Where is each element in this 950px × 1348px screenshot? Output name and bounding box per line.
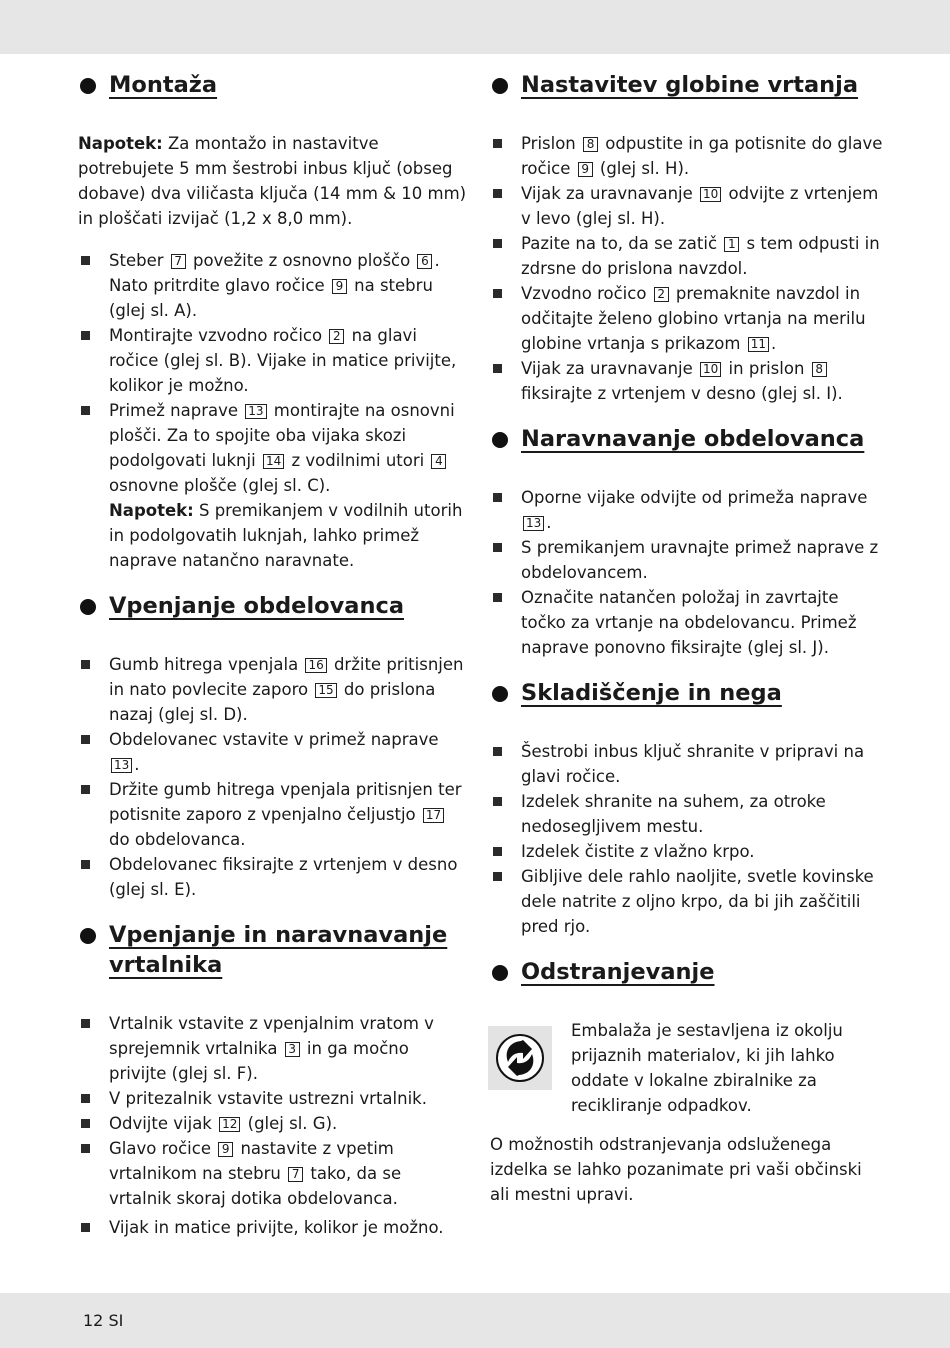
square-bullet-icon (493, 189, 502, 198)
section-title: Odstranjevanje (521, 959, 715, 985)
part-number: 17 (423, 808, 444, 823)
square-bullet-icon (81, 1119, 90, 1128)
square-bullet-icon (493, 747, 502, 756)
part-number: 8 (583, 137, 598, 152)
part-number: 15 (315, 683, 336, 698)
square-bullet-icon (493, 593, 502, 602)
instruction-list (490, 485, 885, 660)
section-odstranjevanje (490, 957, 885, 1207)
note-paragraph: Napotek: Za montažo in nastavitve potrebujete 5 mm šestrobi inbus ključ (obseg dobave) dva viličasta ključa (14 mm & 10 mm) in ploščati izvijač (1,2 x 8,0 mm). (78, 134, 467, 228)
note-label: Napotek: (109, 501, 194, 520)
part-number: 3 (285, 1042, 300, 1057)
instruction-list (78, 652, 468, 902)
list-item: Obdelovanec fiksirajte z vrtenjem v desno (glej sl. E). (78, 852, 468, 902)
part-number: 13 (245, 404, 266, 419)
bullet-dot-icon (492, 686, 508, 702)
part-number: 6 (417, 254, 432, 269)
bullet-dot-icon (492, 432, 508, 448)
part-number: 2 (329, 329, 344, 344)
note-label: Napotek: (78, 134, 163, 153)
square-bullet-icon (81, 406, 90, 415)
section-montaza (78, 70, 468, 573)
square-bullet-icon (81, 660, 90, 669)
part-number: 10 (700, 362, 721, 377)
part-number: 16 (305, 658, 326, 673)
part-number: 13 (523, 516, 544, 531)
square-bullet-icon (493, 239, 502, 248)
square-bullet-icon (81, 785, 90, 794)
part-number: 8 (812, 362, 827, 377)
list-item: Steber 7 povežite z osnovno ploščo 6 . Nato pritrdite glavo ročice 9 na stebru (glej sl. A). (78, 248, 468, 323)
square-bullet-icon (493, 847, 502, 856)
disposal-text: O možnostih odstranjevanja odsluženega izdelka se lahko pozanimate pri vaši občinski ali mestni upravi. (490, 1135, 862, 1204)
section-vpenjanje (78, 591, 468, 902)
list-item: Gumb hitrega vpenjala 16 držite pritisnjen in nato povlecite zaporo 15 do prislona nazaj (glej sl. D). (78, 652, 468, 727)
list-item: Odvijte vijak 12 (glej sl. G). (78, 1111, 468, 1136)
part-number: 13 (111, 758, 132, 773)
list-item: V pritezalnik vstavite ustrezni vrtalnik. (78, 1086, 468, 1111)
part-number: 7 (171, 254, 186, 269)
square-bullet-icon (493, 797, 502, 806)
square-bullet-icon (81, 1094, 90, 1103)
bullet-dot-icon (492, 78, 508, 94)
instruction-list (490, 131, 885, 406)
instruction-list (78, 1011, 468, 1240)
part-number: 14 (263, 454, 284, 469)
section-skladiscenje (490, 678, 885, 939)
section-title: Naravnavanje obdelovanca (521, 426, 865, 452)
section-title: Vpenjanje in naravnavanje vrtalnika (109, 922, 448, 978)
square-bullet-icon (493, 289, 502, 298)
part-number: 10 (700, 187, 721, 202)
list-item: Vzvodno ročico 2 premaknite navzdol in odčitajte želeno globino vrtanja na merilu globine vrtanja s prikazom 11 . (490, 281, 885, 356)
list-item: Izdelek shranite na suhem, za otroke nedosegljivem mestu. (490, 789, 885, 839)
list-item: Šestrobi inbus ključ shranite v pripravi na glavi ročice. (490, 739, 885, 789)
section-heading (78, 591, 468, 621)
section-heading (490, 424, 885, 454)
bullet-dot-icon (80, 599, 96, 615)
list-item: Vrtalnik vstavite z vpenjalnim vratom v sprejemnik vrtalnika 3 in ga močno privijte (glej sl. F). (78, 1011, 468, 1086)
right-column (490, 70, 885, 1207)
list-item: Držite gumb hitrega vpenjala pritisnjen ter potisnite zaporo z vpenjalno čeljustjo 17 do obdelovanca. (78, 777, 468, 852)
page-number: 12 (83, 1311, 104, 1330)
square-bullet-icon (81, 331, 90, 340)
square-bullet-icon (493, 139, 502, 148)
square-bullet-icon (493, 872, 502, 881)
recycling-text: Embalaža je sestavljena iz okolju prijaznih materialov, ki jih lahko oddate v lokalne zbiralnike za recikliranje odpadkov. (571, 1021, 843, 1115)
section-globina (490, 70, 885, 406)
bullet-dot-icon (80, 928, 96, 944)
recycling-notice (490, 1018, 885, 1118)
section-title: Montaža (109, 72, 218, 98)
list-item: Vijak za uravnavanje 10 odvijte z vrtenjem v levo (glej sl. H). (490, 181, 885, 231)
section-vrtalnik (78, 920, 468, 1240)
part-number: 2 (654, 287, 669, 302)
part-number: 1 (724, 237, 739, 252)
bullet-dot-icon (492, 965, 508, 981)
header-band (0, 0, 950, 54)
part-number: 11 (748, 337, 769, 352)
section-heading (490, 678, 885, 708)
list-item: Vijak in matice privijte, kolikor je možno. (78, 1215, 468, 1240)
list-item: Prislon 8 odpustite in ga potisnite do glave ročice 9 (glej sl. H). (490, 131, 885, 181)
section-heading (78, 70, 468, 100)
page-footer (83, 1311, 123, 1330)
section-naravnavanje (490, 424, 885, 660)
section-title: Skladiščenje in nega (521, 680, 782, 706)
part-number: 9 (332, 279, 347, 294)
part-number: 7 (288, 1167, 303, 1182)
section-heading (490, 957, 885, 987)
language-code: SI (108, 1311, 124, 1330)
list-item: Izdelek čistite z vlažno krpo. (490, 839, 885, 864)
square-bullet-icon (81, 735, 90, 744)
instruction-list (490, 739, 885, 939)
square-bullet-icon (81, 1019, 90, 1028)
square-bullet-icon (81, 256, 90, 265)
list-item: Označite natančen položaj in zavrtajte točko za vrtanje na obdelovancu. Primež naprave ponovno fiksirajte (glej sl. J). (490, 585, 885, 660)
instruction-list (78, 248, 468, 573)
part-number: 9 (578, 162, 593, 177)
section-heading (78, 920, 468, 980)
list-item: S premikanjem uravnajte primež naprave z obdelovancem. (490, 535, 885, 585)
list-item: Montirajte vzvodno ročico 2 na glavi ročice (glej sl. B). Vijake in matice privijte, kolikor je možno. (78, 323, 468, 398)
footer-band (0, 1293, 950, 1348)
list-item: Vijak za uravnavanje 10 in prislon 8 fiksirajte z vrtenjem v desno (glej sl. I). (490, 356, 885, 406)
section-title: Nastavitev globine vrtanja (521, 72, 859, 98)
list-item: Oporne vijake odvijte od primeža naprave 13 . (490, 485, 885, 535)
square-bullet-icon (81, 1144, 90, 1153)
square-bullet-icon (493, 364, 502, 373)
list-item: Gibljive dele rahlo naoljite, svetle kovinske dele natrite z oljno krpo, da bi jih zaščitili pred rjo. (490, 864, 885, 939)
part-number: 12 (219, 1117, 240, 1132)
square-bullet-icon (81, 1223, 90, 1232)
list-item: Glavo ročice 9 nastavite z vpetim vrtalnikom na stebru 7 tako, da se vrtalnik skoraj dotika obdelovanca. (78, 1136, 468, 1211)
square-bullet-icon (493, 493, 502, 502)
section-heading (490, 70, 885, 100)
square-bullet-icon (493, 543, 502, 552)
recycling-logo-icon (488, 1026, 552, 1090)
part-number: 9 (218, 1142, 233, 1157)
part-number: 4 (431, 454, 446, 469)
left-column (78, 70, 468, 1258)
bullet-dot-icon (80, 78, 96, 94)
section-title: Vpenjanje obdelovanca (109, 593, 405, 619)
list-item: Pazite na to, da se zatič 1 s tem odpusti in zdrsne do prislona navzdol. (490, 231, 885, 281)
square-bullet-icon (81, 860, 90, 869)
list-item: Obdelovanec vstavite v primež naprave 13 . (78, 727, 468, 777)
list-item: Primež naprave 13 montirajte na osnovni plošči. Za to spojite oba vijaka skozi podolgovati luknji 14 z vodilnimi utori 4 osnovne plošče (glej sl. C). Napotek: S premikanjem v vodilnih utorih in podolgovatih luknjah, lahko primež naprave natančno naravnate. (78, 398, 468, 573)
